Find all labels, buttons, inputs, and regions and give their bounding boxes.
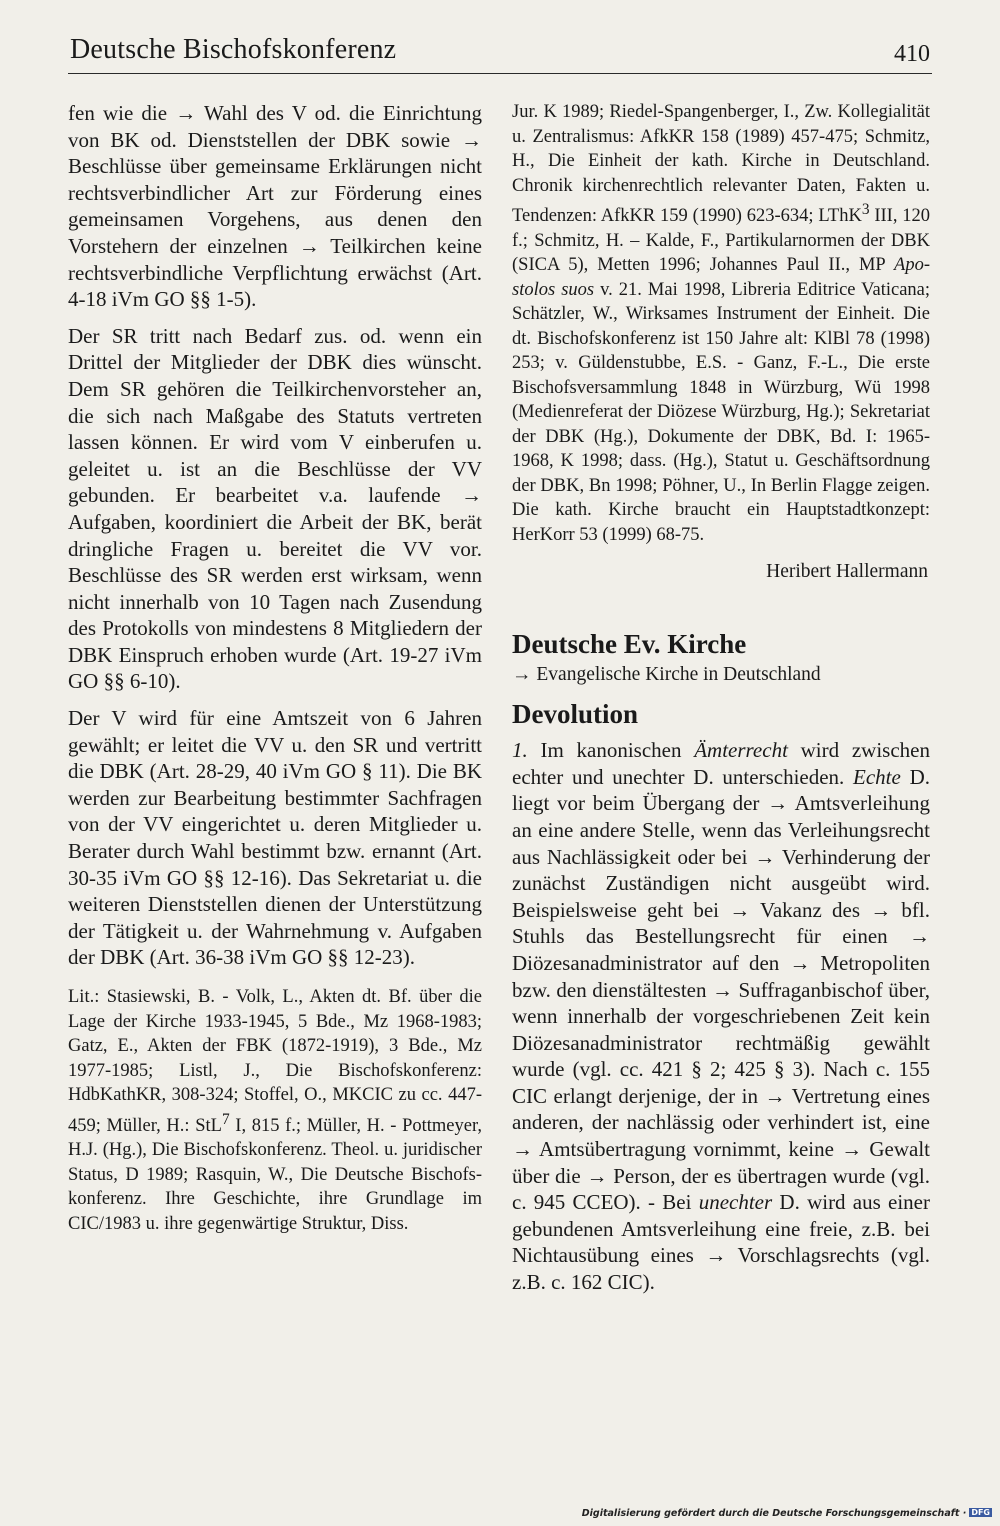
body-text: D. liegt vor beim Übergang der → Amtsverleihung an eine andere Stelle, wenn das Verleihungsrecht aus Nachlässigkeit oder bei → Verhinderung der zunächst Zuständigen nicht ausgeübt wird. Beispielsweise geht bei → Vakanz des → bfl. Stuhls das Bestellungsrecht für einen → Diözesanadministrator auf den → Metropoliten bzw. den dienstältesten → Suffraganbischof über, wenn innerhalb der vorgeschriebenen Zeit kein Diözesanadministrator rechtmäßig gewählt wurde (vgl. cc. 421 § 2; 425 § 3). Nach c. 155 CIC erlangt derjenige, der in → Vertretung eines anderen, der nachlässig oder verhindert ist, eine → Amtsübertragung vornimmt, keine → Gewalt über die → Person, der es übertragen wurde (vgl. c. 945 CCEO). - Bei [512, 764, 930, 1215]
section-number: 1. [512, 738, 528, 763]
literature-text: Lit.: Stasiewski, B. - Volk, L., Akten dt. Bf. über die Lage der Kirche 1933-1945, 5 Bde., Mz 1968-1983; Gatz, E., Akten der FBK (1872-1919), 3 Bde., Mz 1977-1985; Listl, J., Die Bischofskonferenz: HdbKathKR, 308-324; Stoffel, O., MKCIC zu cc. 447-459; Müller, H.: StL [68, 987, 482, 1136]
dfg-logo: DFG [971, 1508, 990, 1517]
digitization-footer [582, 1508, 992, 1519]
italic-term: Echte [853, 764, 901, 789]
literature-list-continued [512, 100, 930, 547]
literature-text: v. 21. Mai 1998, Libreria Editrice Vaticana; Schätzler, W., Wirksames Instrument der Einheit. Die dt. Bischofskonferenz ist 150 Jahre alt: KlBl 78 (1998) 253; v. Güldenstubbe, E.S. - Ganz, F.-L., Die erste Bischofsversammlung 1848 in Würzburg, Wü 1998 (Medienreferat der Diözese Würzburg, Hg.); Sekretariat der DBK (Hg.), Dokumente der DBK, Bd. I: 1965-1968, K 1998; dass. (Hg.), Statut u. Geschäftsordnung der DBK, Bn 1998; Pöhner, U., In Berlin Flagge zeigen. Die kath. Kirche braucht ein Hauptstadtkonzept: HerKorr 53 (1999) 68-75. [512, 279, 931, 545]
literature-italic: Apostolos suos [512, 255, 930, 300]
running-head-title: Deutsche Bischofskonferenz [70, 34, 397, 65]
italic-term: Ämterrecht [694, 738, 788, 763]
literature-text: III, 120 f.; Schmitz, H. – Kalde, F., Partikularnormen der DBK (SICA 5), Metten 1996; Johannes Paul II., MP [512, 206, 931, 276]
page-number: 410 [894, 41, 930, 67]
left-column [68, 100, 482, 1236]
paragraph-1: fen wie die → Wahl des V od. die Einrichtung von BK od. Dienststellen der DBK sowie → Beschlüsse über gemeinsame Erklärungen nicht rechtsverbindlicher Art zur Förderung eines gemeinsamen Vorgehens, aus denen den Vorstehern der einzelnen → Teilkirchen keine rechtsverbindliche Verpflichtung erwächst (Art. 4-18 iVm GO §§ 1-5). [68, 101, 482, 312]
literature-list-start [68, 985, 482, 1236]
body-text: wird zwischen echter und unechter D. unterschieden. [512, 738, 930, 789]
header-rule [68, 73, 932, 74]
right-column [512, 100, 930, 1306]
paragraph-2: Der SR tritt nach Bedarf zus. od. wenn ein Drittel der Mitglieder der DBK dies wünscht. Dem SR gehören die Teilkirchenvorsteher an, die sich nach Maßgabe des Statuts vertreten lassen können. Er wird vom V einberufen u. geleitet u. ist an die Beschlüsse der VV gebunden. Er bearbeitet v.a. laufende → Aufgaben, koordiniert die Arbeit der BK, berät dringliche Fragen u. bereitet die VV vor. Beschlüsse des SR werden erst wirksam, wenn nicht innerhalb von 10 Tagen nach Zusendung des Protokolls von mindestens 8 Mitgliedern der DBK Einspruch erhoben wurde (Art. 19-27 iVm GO §§ 6-10). [68, 323, 482, 694]
paragraph-3: Der V wird für eine Amtszeit von 6 Jahren gewählt; er leitet die VV u. den SR und vertritt die DBK (Art. 28-29, 40 iVm GO § 11). Die BK werden zur Bearbeitung bestimmter Sachfragen von der VV eingerichtet u. deren Mitglieder u. Berater durch Wahl bestimmt bzw. ernannt (Art. 30-35 iVm GO §§ 12-16). Das Sekretariat u. die weiteren Dienststellen dienen der Unterstützung der Tätigkeit u. der Wahrnehmung v. Aufgaben der DBK (Art. 36-38 iVm GO §§ 12-23). [68, 706, 482, 970]
edition-superscript: 7 [221, 1110, 230, 1128]
entry-heading-deutsche-ev-kirche: Deutsche Ev. Kirche [512, 629, 747, 660]
entry-heading-devolution: Devolution [512, 699, 639, 730]
body-text: Im kanonischen [527, 738, 695, 763]
footer-text: Digitalisierung gefördert durch die Deutsche Forschungsgemeinschaft · [581, 1508, 967, 1519]
edition-superscript: 3 [861, 201, 870, 218]
cross-reference: → Evangelische Kirche in Deutschland [512, 664, 821, 686]
body-text: D. wird aus einer gebundenen Amtsverleihung eine freie, z.B. bei Nichtausübung eines → Vorschlagsrechts (vgl. z.B. c. 162 CIC). [512, 1190, 931, 1295]
literature-text: Jur. K 1989; Riedel-Spangenberger, I., Zw. Kollegialität u. Zentralismus: AfkKR 158 (1989) 457-475; Schmitz, H., Die Einheit der kath. Kirche in Deutschland. Chronik kirchenrechtlich relevanter Daten, Fakten u. Tendenzen: AfkKR 159 (1990) 623-634; LThK [512, 102, 930, 227]
devolution-paragraph [512, 737, 930, 1295]
literature-text: I, 815 f.; Müller, H. - Pottmeyer, H.J. (Hg.), Die Bischofskonferenz. Theol. u. juridischer Status, D 1989; Rasquin, W., Die Deutsche Bischofskonferenz. Ihre Geschichte, ihre Grundlage im CIC/1983 u. ihre gegenwärtige Struktur, Diss. [68, 1115, 482, 1234]
italic-term: unechter [698, 1190, 773, 1215]
author-signature: Heribert Hallermann [766, 561, 928, 583]
